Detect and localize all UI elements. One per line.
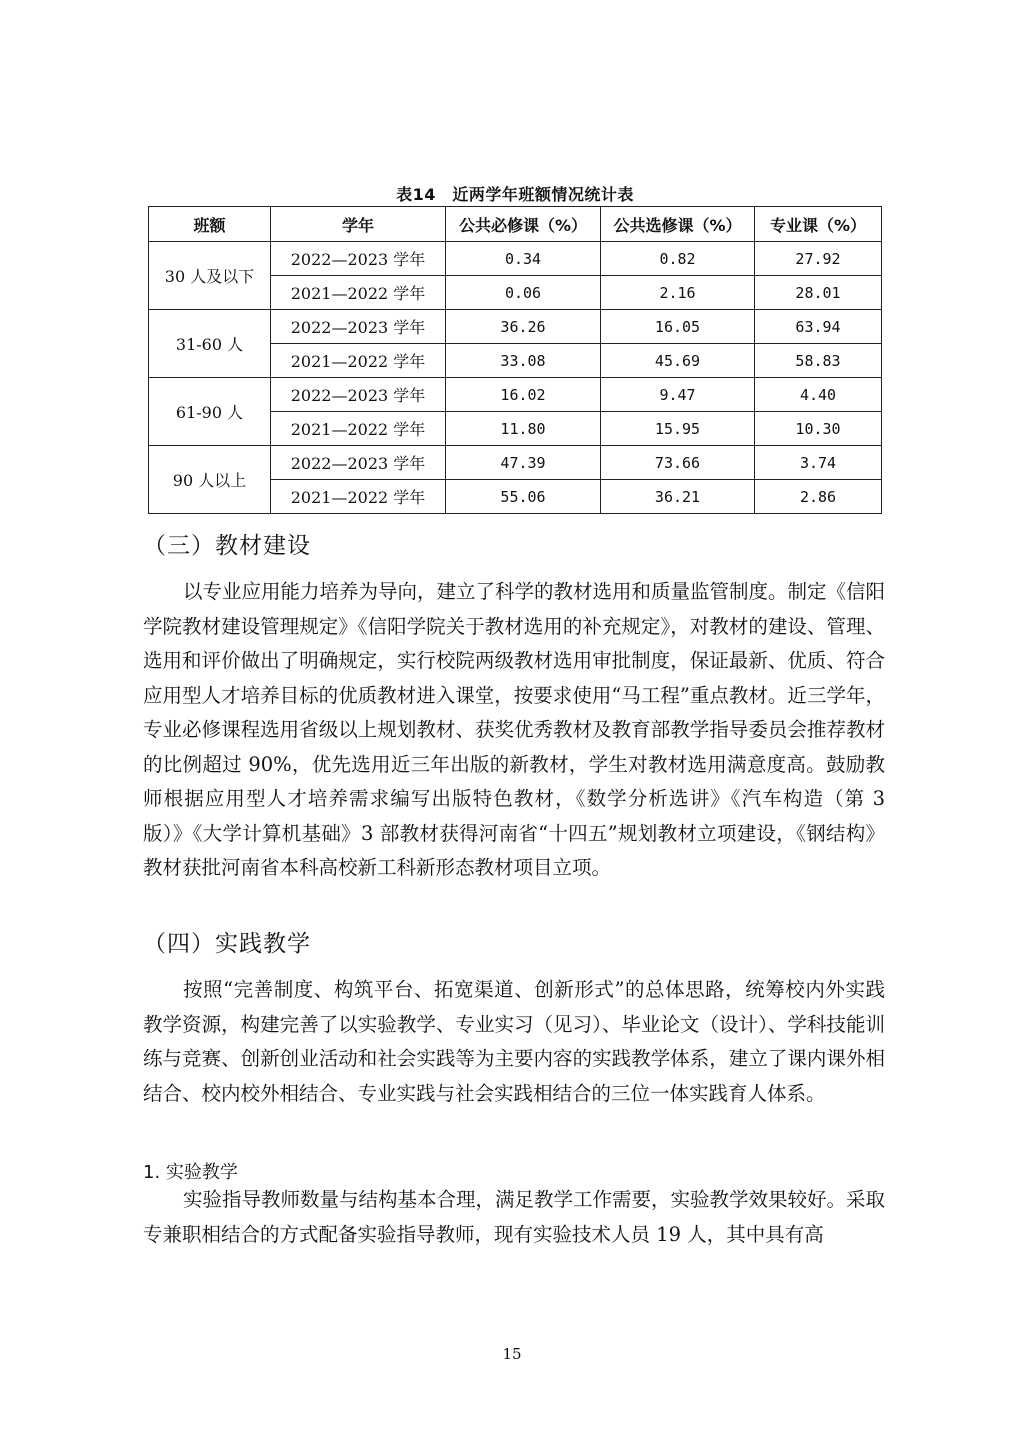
value-cell: 2.86 [755, 480, 882, 514]
year-cell: 2022—2023 学年 [271, 446, 446, 480]
year-cell: 2021—2022 学年 [271, 480, 446, 514]
value-cell: 0.82 [601, 242, 755, 276]
year-cell: 2021—2022 学年 [271, 344, 446, 378]
header-school-year: 学年 [271, 207, 446, 242]
value-cell: 15.95 [601, 412, 755, 446]
class-size-cell: 31-60 人 [149, 310, 271, 378]
table-caption: 表14 近两学年班额情况统计表 [396, 185, 634, 204]
value-cell: 58.83 [755, 344, 882, 378]
class-size-cell: 61-90 人 [149, 378, 271, 446]
value-cell: 55.06 [446, 480, 601, 514]
header-class-size: 班额 [149, 207, 271, 242]
value-cell: 0.34 [446, 242, 601, 276]
value-cell: 45.69 [601, 344, 755, 378]
value-cell: 63.94 [755, 310, 882, 344]
value-cell: 33.08 [446, 344, 601, 378]
textbooks-paragraph: 以专业应用能力培养为导向，建立了科学的教材选用和质量监管制度。制定《信阳学院教材建设管理规定》《信阳学院关于教材选用的补充规定》，对教材的建设、管理、选用和评价做出了明确规定，实行校院两级教材选用审批制度，保证最新、优质、符合应用型人才培养目标的优质教材进入课堂，按要求使用“马工程”重点教材。近三学年，专业必修课程选用省级以上规划教材、获奖优秀教材及教育部教学指导委员会推荐教材的比例超过 90%，优先选用近三年出版的新教材，学生对教材选用满意度高。鼓励教师根据应用型人才培养需求编写出版特色教材，《数学分析选讲》《汽车构造（第 3 版）》《大学计算机基础》3 部教材获得河南省“十四五”规划教材立项建设，《钢结构》教材获批河南省本科高校新工科新形态教材项目立项。 [143, 580, 886, 879]
lab-paragraph: 实验指导教师数量与结构基本合理，满足教学工作需要，实验教学效果较好。采取专兼职相结合的方式配备实验指导教师，现有实验技术人员 19 人，其中具有高 [143, 1188, 886, 1246]
value-cell: 36.21 [601, 480, 755, 514]
value-cell: 47.39 [446, 446, 601, 480]
value-cell: 73.66 [601, 446, 755, 480]
practice-paragraph: 按照“完善制度、构筑平台、拓宽渠道、创新形式”的总体思路，统筹校内外实践教学资源，构建完善了以实验教学、专业实习（见习）、毕业论文（设计）、学科技能训练与竞赛、创新创业活动和社会实践等为主要内容的实践教学体系，建立了课内课外相结合、校内校外相结合、专业实践与社会实践相结合的三位一体实践育人体系。 [143, 978, 885, 1105]
section-heading-practice: （四）实践教学 [143, 931, 311, 957]
value-cell: 0.06 [446, 276, 601, 310]
table-row [149, 310, 882, 344]
value-cell: 3.74 [755, 446, 882, 480]
year-cell: 2021—2022 学年 [271, 276, 446, 310]
table-row [149, 242, 882, 276]
value-cell: 11.80 [446, 412, 601, 446]
year-cell: 2022—2023 学年 [271, 242, 446, 276]
value-cell: 4.40 [755, 378, 882, 412]
year-cell: 2022—2023 学年 [271, 378, 446, 412]
value-cell: 16.05 [601, 310, 755, 344]
year-cell: 2021—2022 学年 [271, 412, 446, 446]
year-cell: 2022—2023 学年 [271, 310, 446, 344]
subsection-heading-lab: 1. 实验教学 [143, 1162, 238, 1183]
header-professional: 专业课（%） [755, 207, 882, 242]
table-row [149, 446, 882, 480]
table-row [149, 378, 882, 412]
value-cell: 10.30 [755, 412, 882, 446]
header-public-elective: 公共选修课（%） [601, 207, 755, 242]
class-size-table [148, 206, 882, 514]
class-size-cell: 30 人及以下 [149, 242, 271, 310]
value-cell: 9.47 [601, 378, 755, 412]
page-number: 15 [502, 1345, 522, 1363]
table-header-row [149, 207, 882, 242]
value-cell: 28.01 [755, 276, 882, 310]
class-size-cell: 90 人以上 [149, 446, 271, 514]
value-cell: 16.02 [446, 378, 601, 412]
value-cell: 36.26 [446, 310, 601, 344]
section-heading-textbooks: （三）教材建设 [143, 533, 311, 559]
value-cell: 27.92 [755, 242, 882, 276]
header-public-required: 公共必修课（%） [446, 207, 601, 242]
value-cell: 2.16 [601, 276, 755, 310]
